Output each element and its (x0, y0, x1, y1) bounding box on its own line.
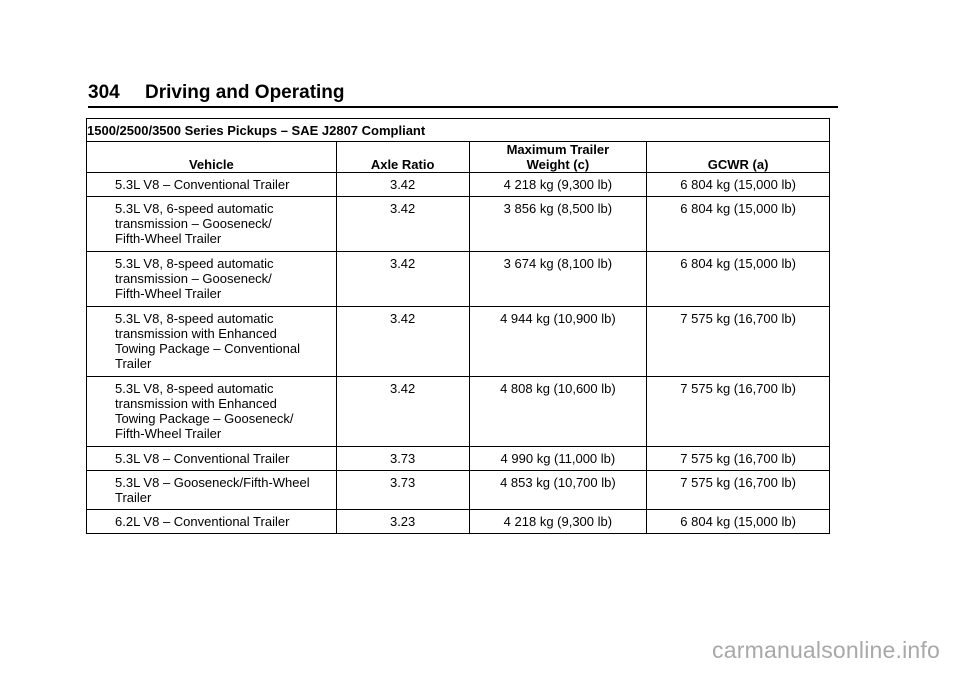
cell-max-trailer-weight: 4 853 kg (10,700 lb) (469, 471, 647, 510)
cell-axle-ratio: 3.42 (336, 197, 469, 252)
cell-max-trailer-weight: 4 990 kg (11,000 lb) (469, 447, 647, 471)
page-header (88, 82, 838, 108)
column-header-axle-ratio: Axle Ratio (336, 142, 469, 173)
column-header-vehicle: Vehicle (87, 142, 337, 173)
page-number: 304 (88, 82, 120, 103)
cell-gcwr: 6 804 kg (15,000 lb) (647, 173, 830, 197)
table-row (87, 307, 830, 377)
column-header-max-trailer-weight: Maximum Trailer Weight (c) (469, 142, 647, 173)
cell-vehicle: 5.3L V8 – Conventional Trailer (87, 173, 337, 197)
cell-max-trailer-weight: 3 856 kg (8,500 lb) (469, 197, 647, 252)
trailer-weight-table (86, 118, 830, 534)
cell-axle-ratio: 3.42 (336, 307, 469, 377)
cell-vehicle: 5.3L V8, 8-speed automatic transmission with Enhanced Towing Package – Conventional Trailer (87, 307, 337, 377)
cell-axle-ratio: 3.23 (336, 510, 469, 534)
cell-vehicle: 6.2L V8 – Conventional Trailer (87, 510, 337, 534)
cell-gcwr: 6 804 kg (15,000 lb) (647, 252, 830, 307)
cell-gcwr: 7 575 kg (16,700 lb) (647, 307, 830, 377)
cell-max-trailer-weight: 4 808 kg (10,600 lb) (469, 377, 647, 447)
cell-gcwr: 7 575 kg (16,700 lb) (647, 471, 830, 510)
cell-vehicle: 5.3L V8 – Gooseneck/Fifth-Wheel Trailer (87, 471, 337, 510)
table-row (87, 471, 830, 510)
cell-axle-ratio: 3.42 (336, 173, 469, 197)
cell-vehicle: 5.3L V8, 8-speed automatic transmission – Gooseneck/ Fifth-Wheel Trailer (87, 252, 337, 307)
table-row (87, 377, 830, 447)
cell-axle-ratio: 3.42 (336, 252, 469, 307)
table-row (87, 510, 830, 534)
cell-axle-ratio: 3.73 (336, 447, 469, 471)
cell-axle-ratio: 3.42 (336, 377, 469, 447)
cell-gcwr: 7 575 kg (16,700 lb) (647, 377, 830, 447)
table-row (87, 197, 830, 252)
cell-vehicle: 5.3L V8, 8-speed automatic transmission with Enhanced Towing Package – Gooseneck/ Fifth-Wheel Trailer (87, 377, 337, 447)
table-row (87, 447, 830, 471)
table-body (87, 173, 830, 534)
cell-max-trailer-weight: 4 944 kg (10,900 lb) (469, 307, 647, 377)
table-caption: 1500/2500/3500 Series Pickups – SAE J2807 Compliant (87, 119, 830, 142)
table-row (87, 252, 830, 307)
cell-max-trailer-weight: 4 218 kg (9,300 lb) (469, 510, 647, 534)
cell-max-trailer-weight: 3 674 kg (8,100 lb) (469, 252, 647, 307)
section-title: Driving and Operating (145, 82, 345, 103)
cell-max-trailer-weight: 4 218 kg (9,300 lb) (469, 173, 647, 197)
column-header-gcwr: GCWR (a) (647, 142, 830, 173)
cell-vehicle: 5.3L V8, 6-speed automatic transmission – Gooseneck/ Fifth-Wheel Trailer (87, 197, 337, 252)
cell-axle-ratio: 3.73 (336, 471, 469, 510)
table-row (87, 173, 830, 197)
cell-gcwr: 6 804 kg (15,000 lb) (647, 197, 830, 252)
cell-gcwr: 6 804 kg (15,000 lb) (647, 510, 830, 534)
cell-gcwr: 7 575 kg (16,700 lb) (647, 447, 830, 471)
watermark: carmanualsonline.info (712, 637, 940, 663)
cell-vehicle: 5.3L V8 – Conventional Trailer (87, 447, 337, 471)
